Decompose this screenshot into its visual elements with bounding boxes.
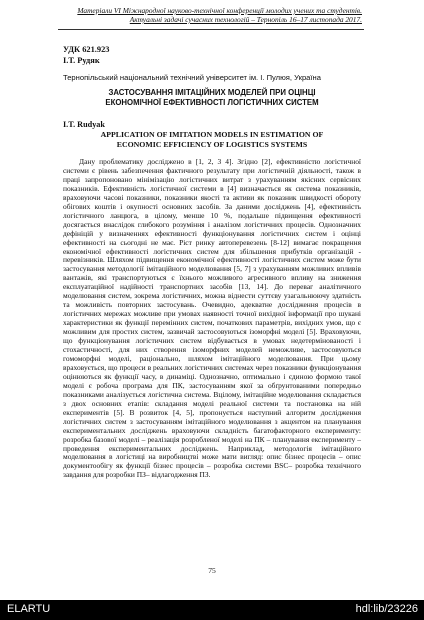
title-en-line-1: APPLICATION OF IMITATION MODELS IN ESTIMATION OF (100, 130, 324, 139)
author-uk: І.Т. Рудяк (63, 56, 100, 65)
page-number: 75 (208, 566, 216, 575)
title-en (63, 130, 361, 150)
header-line-1: Матеріали VI Міжнародної науково-технічної конференції молодих учених та студентів. (77, 6, 362, 15)
repository-name: ELARTU (7, 603, 51, 615)
title-en-line-2: ECONOMIC EFFICIENCY OF LOGISTICS SYSTEMS (116, 140, 308, 149)
affiliation: Тернопільський національний технічний університет ім. І. Пулюя, Україна (63, 73, 321, 82)
header-rule (58, 29, 364, 30)
handle-id: hdl:lib/23226 (355, 603, 418, 615)
header-line-2: Актуальні задачі сучасних технологій – Тернопіль 16–17 листопада 2017. (129, 15, 362, 24)
body-paragraph: Дану проблематику досліджено в [1, 2, 3 4]. Згідно [2], ефективністю логістичної системи є рівень забезпечення фактичного результату при логістичній діяльності, також в праці запропоновано мінімізацію логістичних витрат з урахуванням якісних сервісних показників. Ефективність логістичної системи в [4] визначається як система показників, враховуючи часові показники, показники якості та активи як показник швидкості обороту обігових коштів і окупності основних засобів. За даними досліджень [4], ефективність логістичного ланцюга, в цілому, менше 10 %, подальше підвищення ефективності досягається внаслідок глибокого розуміння і аналізом логістичних процесів. Однозначних дефініцій у визначеннях ефективності функціонування логістичних систем і оцінці ефективності на сьогодні не має. Ріст ринку автоперевезень [8-12] вимагає покращення економічної ефективності логістичних систем для збільшення прибутків організацій - перевізників. Шляхом підвищення економічної ефективності логістичних систем може бути застосування методології імітаційного моделювання [5, 7] з урахуванням можливих впливів вантажів, які транспортуються є їхнього можливого агресивного впливу на зниження експлуатаційної надійності транспортних засобів [13, 14]. До переваг аналітичного моделювання систем, зокрема логістичних, можна віднести суттєву узагальнюючу здатність та можливість повторних застосувань. Очевидно, адекватне дослідження процесів в логістичних мережах можливе при умовах наявності точної вихідної інформації про шукані характеристики як функції перемінних систем, початкових параметрів, вихідних умов, що є можливим для простих систем, зазвичай застосовуються ізоморфні моделі [5]. Враховуючи, що функціонування логістичних систем відбувається в умовах недетермінованості і стохастичності, для них створення ізоморфних моделей неможливе, застосовуються гомоморфні моделі, раціонально, шляхом імітаційного моделювання. При цьому враховується, що процеси в реальних логістичних системах через показники функціонування оцінюються як функції часу, в динаміці. Однозначно, оптимально і єдиною формою такої моделі є робоча програма для ПК, застосуванням якої за обґрунтованими попередньо показниками аналізується логістична система. Вцілому, імітаційне моделювання складається з двох основних етапів: складання моделі реальної системи та постановка на ній експериментів [5]. В розвиток [4, 5], пропонується наступний алгоритм дослідження логістичних систем з застосуванням імітаційного моделювання з акцентом на планування експериментальних досліджень враховуючи складність багатофакторного експерименту: розробка базової моделі – реалізація розробленої моделі на ПК – планування експерименту – проведення експериментальних досліджень. Наприклад, методологія імітаційного моделювання в логістиці на виробництві може мати вигляд: опис бізнес процесів – опис документообігу як функції бізнес процесів – розробка системи BSC– розробка технічного завдання для розробки ПЗ– відлагодження ПЗ. (63, 157, 361, 480)
title-uk (63, 88, 361, 108)
udk-code: УДК 621.923 (63, 45, 110, 54)
body-text (63, 158, 361, 480)
title-uk-line-2: ЕКОНОМІЧНОЇ ЕФЕКТИВНОСТІ ЛОГІСТИЧНИХ СИСТЕМ (105, 98, 319, 107)
title-uk-line-1: ЗАСТОСУВАННЯ ІМІТАЦІЙНИХ МОДЕЛЕЙ ПРИ ОЦІНЦІ (108, 88, 316, 97)
conference-header (0, 6, 424, 24)
footer-bar (0, 600, 424, 620)
author-en: I.T. Rudyak (63, 120, 105, 129)
